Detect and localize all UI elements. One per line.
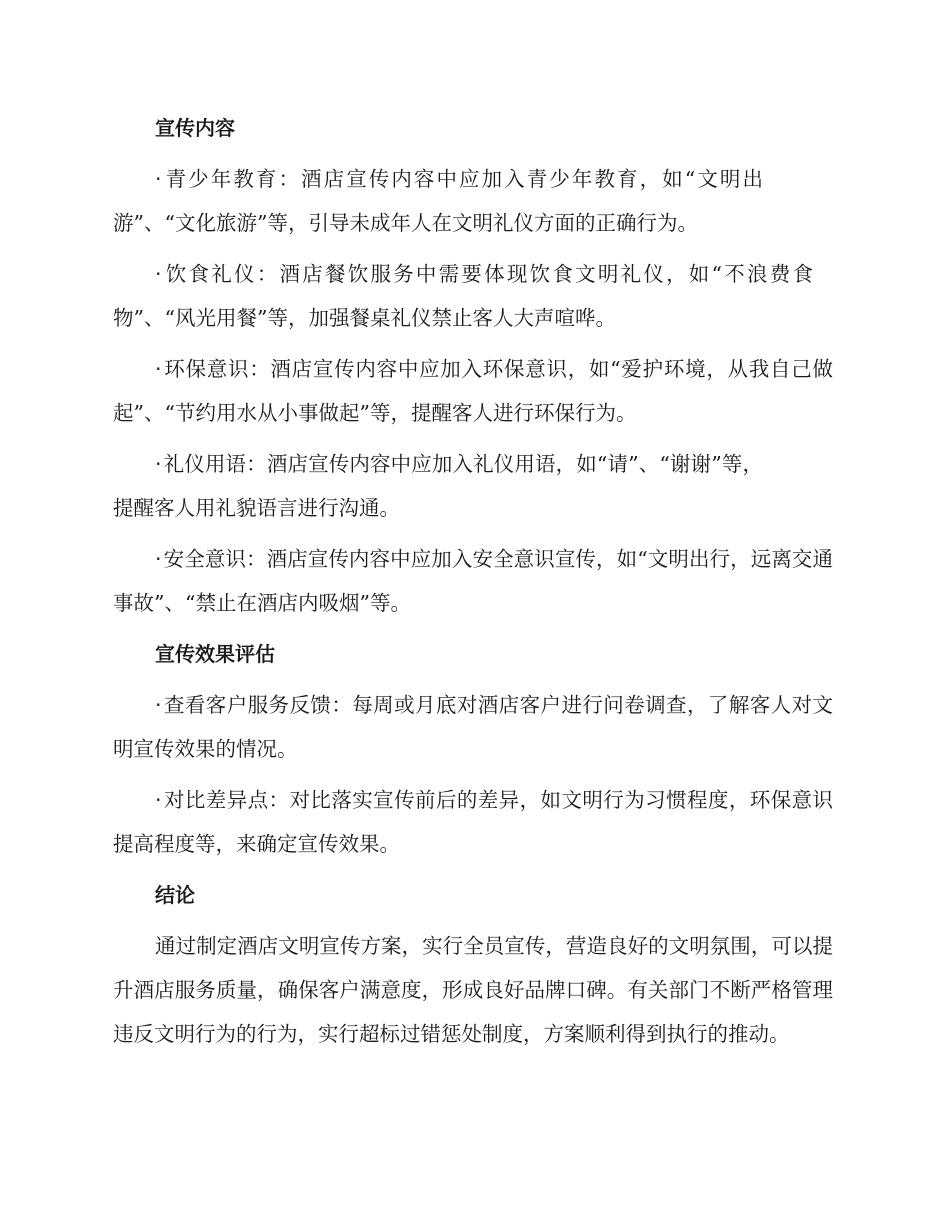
list-item-text: 礼仪用语：酒店宣传内容中应加入礼仪用语，如“请”、“谢谢”等，提醒客人用礼貌语言进行沟通。 <box>113 452 763 520</box>
list-item-text: 安全意识：酒店宣传内容中应加入安全意识宣传，如“文明出行，远离交通事故”、“禁止在酒店内吸烟”等。 <box>113 547 833 615</box>
list-item <box>113 442 763 530</box>
bullet-icon: · <box>155 452 162 476</box>
bullet-icon: · <box>155 693 162 717</box>
section-heading-content: 宣传内容 <box>155 116 235 140</box>
section-heading-conclusion: 结论 <box>155 883 195 907</box>
bullet-icon: · <box>155 547 162 571</box>
list-item-text: 饮食礼仪：酒店餐饮服务中需要体现饮食文明礼仪，如“不浪费食物”、“风光用餐”等，加强餐桌礼仪禁止客人大声喧哗。 <box>113 262 813 330</box>
list-item-text: 环保意识：酒店宣传内容中应加入环保意识，如“爱护环境，从我自己做起”、“节约用水从小事做起”等，提醒客人进行环保行为。 <box>113 357 833 425</box>
document-page <box>113 106 833 1056</box>
list-item-text: 青少年教育：酒店宣传内容中应加入青少年教育，如“文明出游”、“文化旅游”等，引导未成年人在文明礼仪方面的正确行为。 <box>113 167 763 235</box>
list-item-text: 对比差异点：对比落实宣传前后的差异，如文明行为习惯程度，环保意识提高程度等，来确定宣传效果。 <box>113 788 833 856</box>
section-heading-evaluation: 宣传效果评估 <box>155 642 275 666</box>
list-item <box>113 683 833 771</box>
list-item <box>113 347 833 435</box>
list-item-text: 查看客户服务反馈：每周或月底对酒店客户进行问卷调查，了解客人对文明宣传效果的情况。 <box>113 693 833 761</box>
conclusion-paragraph: 通过制定酒店文明宣传方案，实行全员宣传，营造良好的文明氛围，可以提升酒店服务质量，确保客户满意度，形成良好品牌口碑。有关部门不断严格管理违反文明行为的行为，实行超标过错惩处制度，方案顺利得到执行的推动。 <box>113 934 833 1046</box>
bullet-icon: · <box>155 262 162 286</box>
list-item <box>113 537 833 625</box>
list-item <box>113 778 833 866</box>
bullet-icon: · <box>155 167 162 191</box>
bullet-icon: · <box>155 357 162 381</box>
bullet-icon: · <box>155 788 162 812</box>
list-item <box>113 252 813 340</box>
list-item <box>113 157 763 245</box>
